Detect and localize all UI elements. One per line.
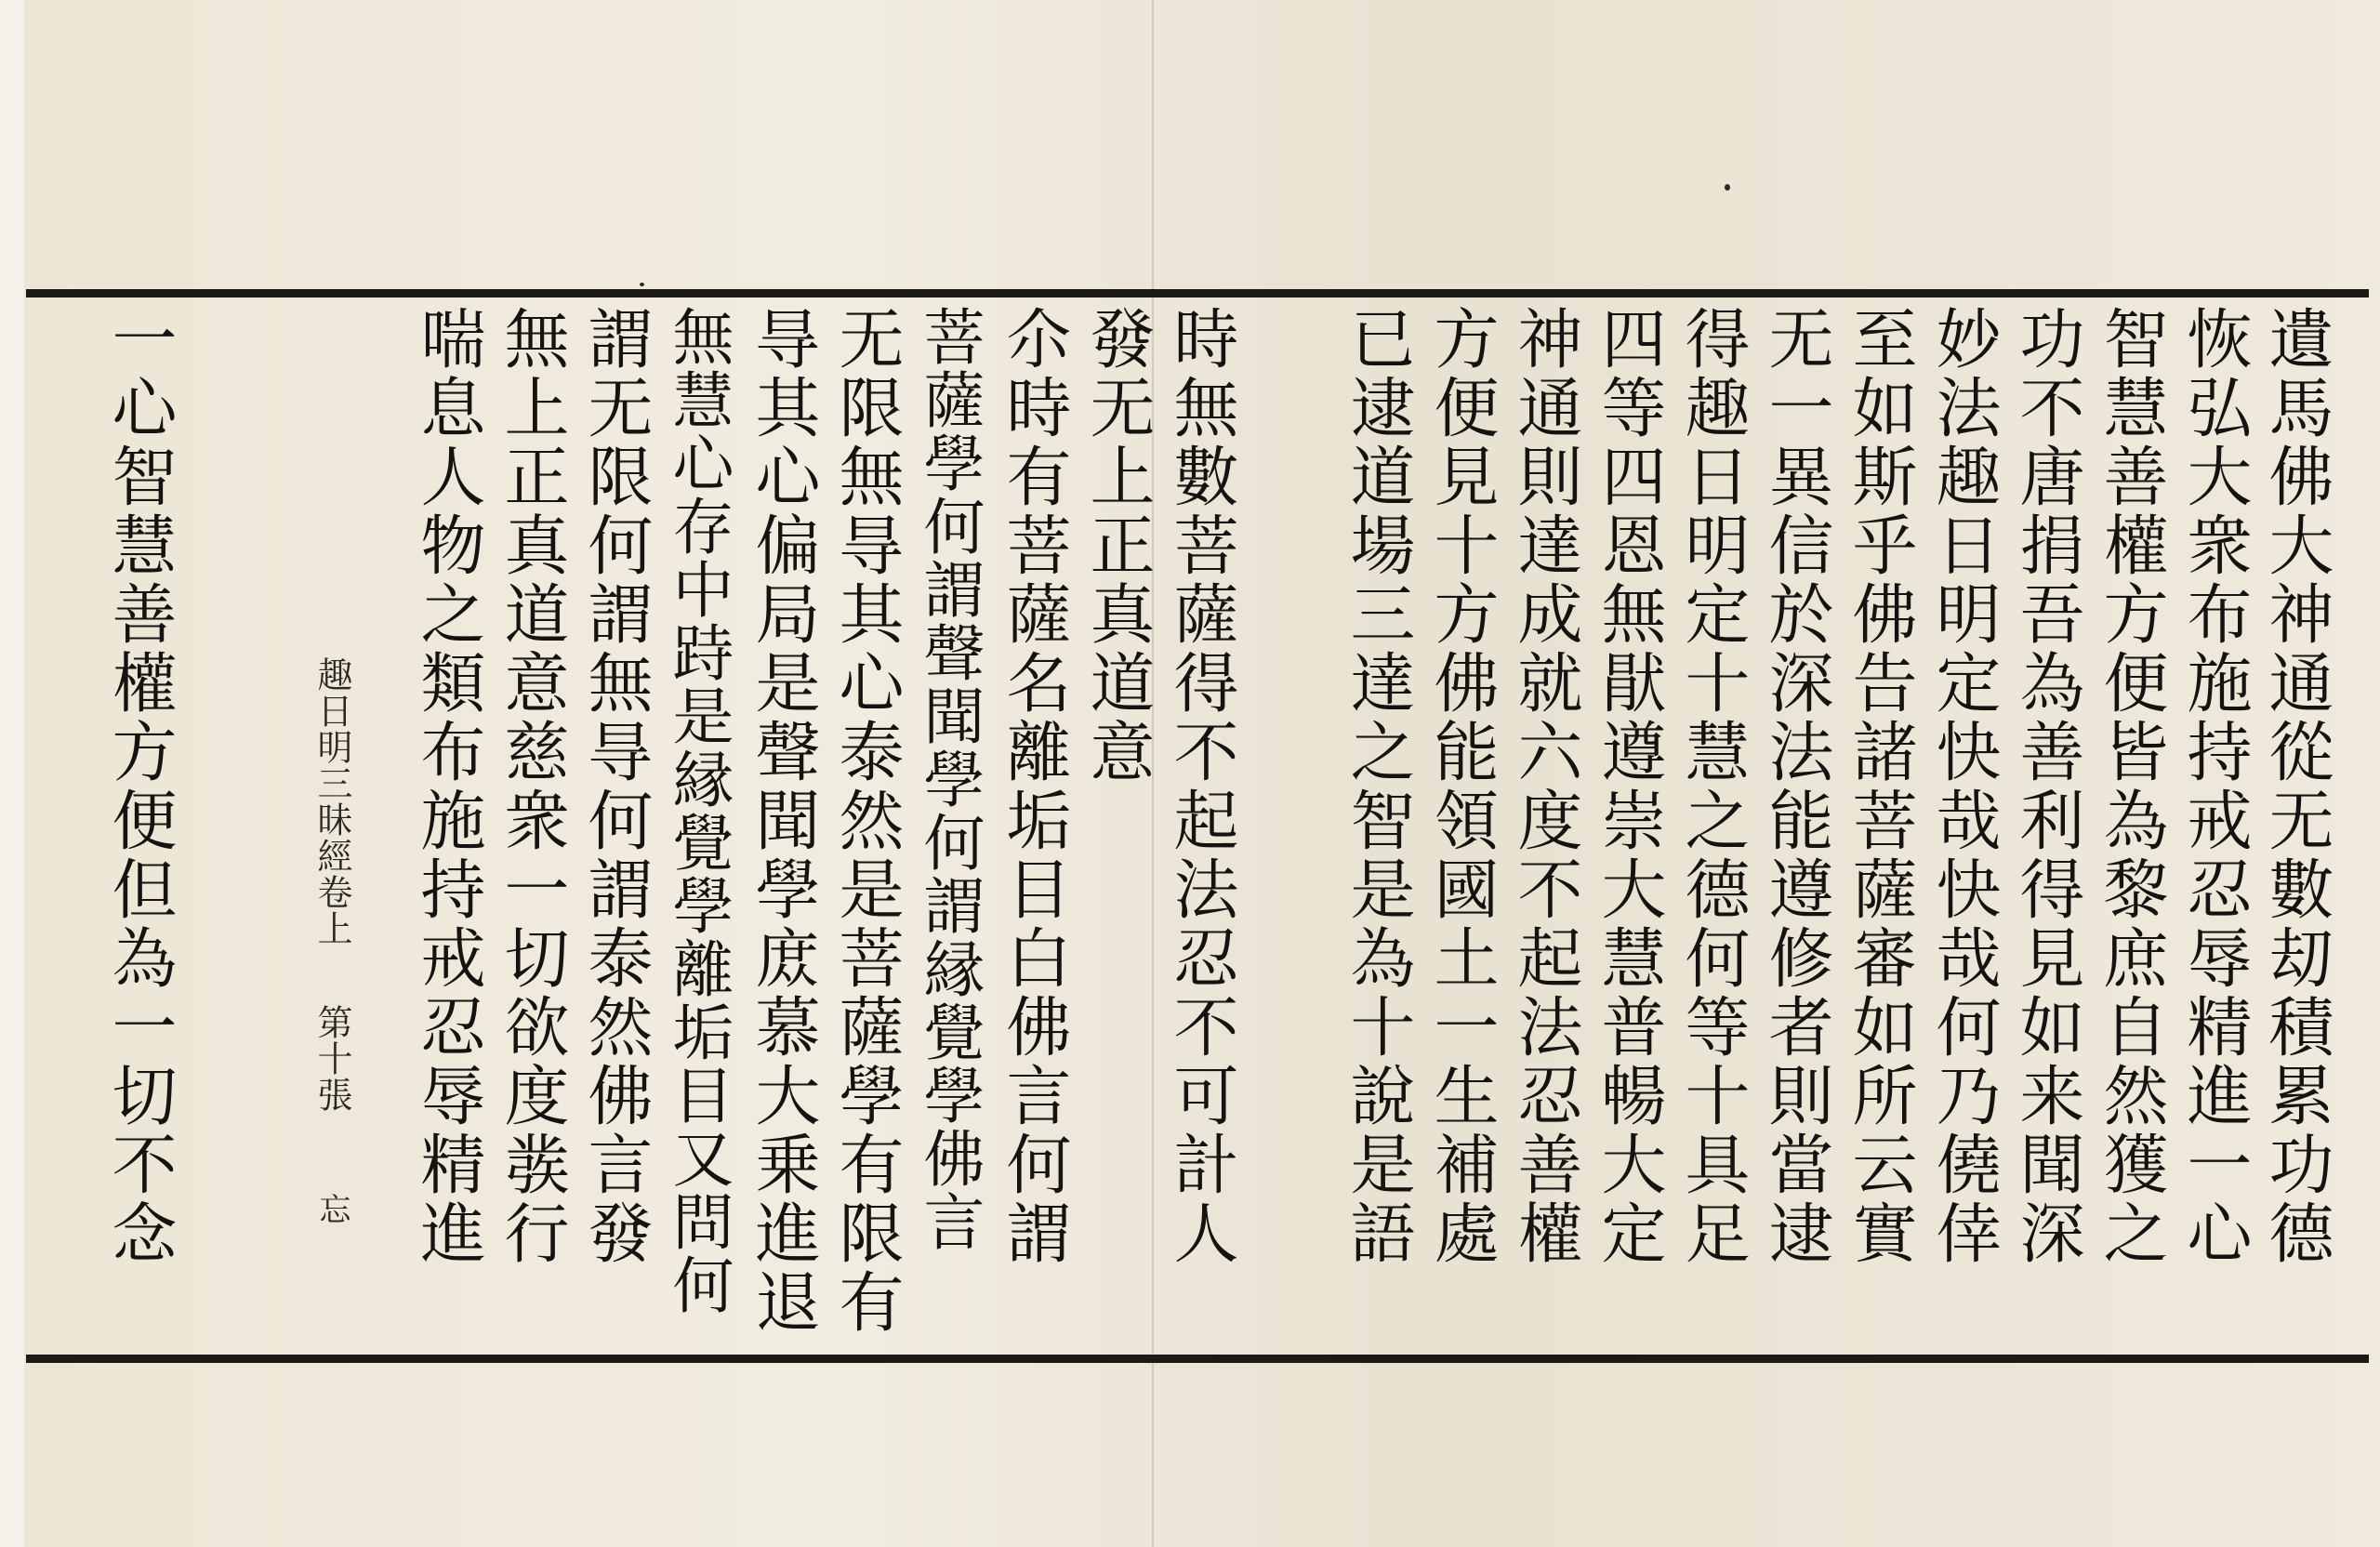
text-column-10: 神通則達成就六度不起法忍善權 [1507,305,1583,1268]
text-block [102,305,2371,1346]
text-column-1: 遺馬佛大神通從无數刧積累功德 [2258,305,2334,1268]
text-column-11: 方便見十方佛能領國土一生補處 [1423,305,1500,1268]
text-column-12: 已逮道場三達之智是為十說是語 [1340,305,1416,1268]
ink-speck [1725,184,1730,191]
text-column-23: 一心智慧善權方便但為一切不念 [101,305,178,1268]
top-border-rule [26,289,2369,298]
text-column-22: 喘息人物之類布施持戒忍辱精進 [410,305,486,1268]
page-number: 第十張 [311,1004,352,1113]
bottom-border-rule [26,1355,2369,1363]
text-column-9: 四等四恩無猒遵崇大慧普暢大定 [1591,305,1667,1268]
text-column-21: 無上正真道意慈衆一切欲度彂行 [494,305,570,1268]
text-column-7: 无一異信於深法能遵修者則當逮 [1758,305,1834,1268]
text-column-5: 妙法趣日明定快哉快哉何乃僥倖 [1925,305,2002,1268]
text-column-13: 時無數菩薩得不起法忍不可計人 [1163,305,1239,1268]
text-column-6: 至如斯乎佛告諸菩薩審如所云實 [1842,305,1918,1268]
text-column-15: 尒時有菩薩名離垢目白佛言何謂 [996,305,1072,1268]
ink-speck [640,283,644,286]
text-column-14: 發无上正真道意 [1079,305,1156,787]
text-column-8: 得趣日明定十慧之德何等十具足 [1674,305,1751,1268]
text-column-2: 恢弘大衆布施持戒忍辱精進一心 [2176,305,2253,1268]
page-edge [0,0,24,1547]
carver-mark: 忘 [313,1193,350,1225]
scripture-title: 趣日明三昧經卷上 [311,656,352,946]
text-column-3: 智慧善權方便皆為黎庶自然獲之 [2093,305,2169,1268]
text-column-17: 无限無㝵其心泰然是菩薩學有限有 [828,305,905,1337]
text-column-16: 菩薩學何謂聲聞學何謂縁覺學佛言 [913,305,985,1253]
footer-column [307,656,358,1225]
text-column-4: 功不唐捐吾為善利得見如来聞深 [2009,305,2085,1268]
text-column-18: 㝵其心偏局是聲聞學庻慕大乗進退 [745,305,821,1337]
text-column-19: 無慧心存中跱是縁覺學離垢目又問何 [662,305,734,1316]
text-column-20: 謂无限何謂無㝵何謂泰然佛言發 [577,305,654,1268]
